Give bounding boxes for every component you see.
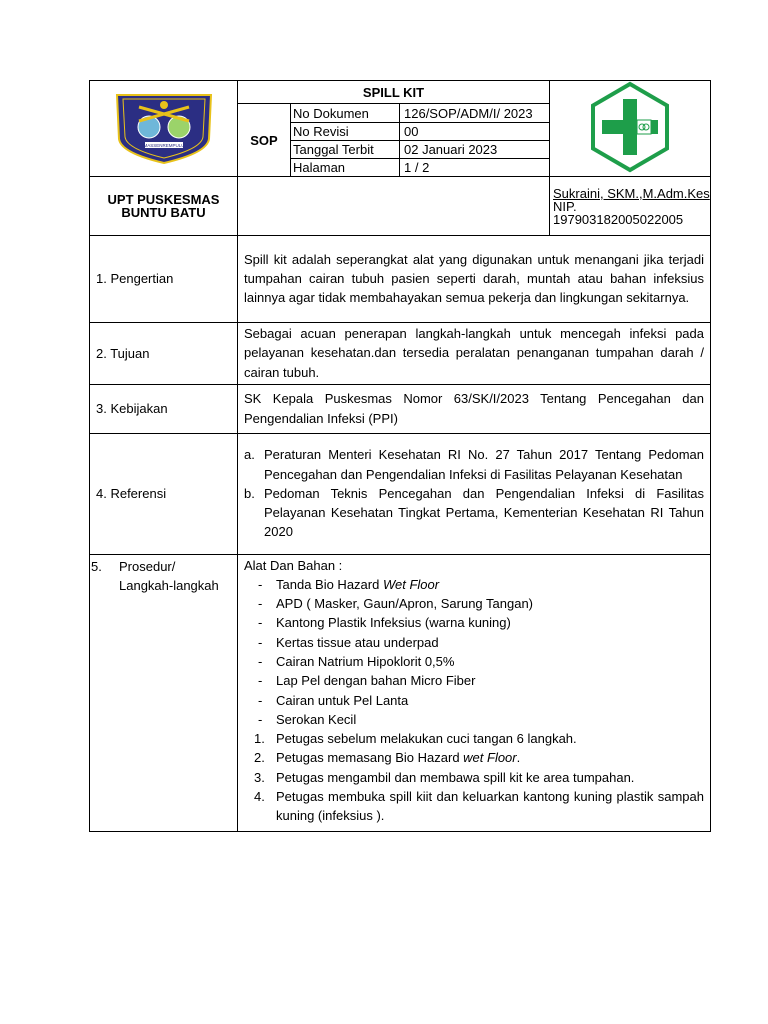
sop-document	[89, 80, 710, 832]
section-label-pengertian: 1. Pengertian	[90, 236, 238, 322]
steps-list	[244, 729, 704, 825]
material-item: - Cairan untuk Pel Lanta	[258, 692, 409, 708]
material-item: - Lap Pel dengan bahan Micro Fiber	[258, 673, 476, 689]
section-text-tujuan: Sebagai acuan penerapan langkah-langkah untuk mencegah infeksi pada pelayanan kesehatan.dan tersedia peralatan penanganan tumpahan darah / cairan tubuh.	[238, 322, 711, 384]
prosedur-label-line-1: Prosedur/	[119, 558, 176, 574]
section-text-pengertian: Spill kit adalah seperangkat alat yang digunakan untuk menangani jika terjadi tumpahan cairan tubuh pasien seperti darah, muntah atau bahan infeksius lainnya agar tidak membahayakan semua pekerja dan lingkungan sekitarnya.	[238, 236, 711, 322]
materials-list	[244, 575, 704, 729]
meta-value-page: 1 / 2	[400, 159, 550, 177]
sop-header-table	[89, 80, 711, 236]
reference-item: b. Pedoman Teknis Pencegahan dan Pengendalian Infeksi di Fasilitas Pelayanan Kesehatan Tingkat Pertama, Kementerian Kesehatan RI Tahun 2020	[244, 485, 704, 540]
step-item: 4. Petugas membuka spill kiit dan keluarkan kantong kuning plastik sampah kuning (infeksius ).	[254, 789, 704, 824]
meta-key-issue-date: Tanggal Terbit	[291, 141, 400, 159]
emblem-motto: MASSENREMPULU	[142, 143, 185, 148]
section-label-referensi: 4. Referensi	[90, 433, 238, 554]
meta-value-doc-number: 126/SOP/ADM/I/ 2023	[400, 104, 550, 123]
material-item: - Cairan Natrium Hipoklorit 0,5%	[258, 653, 455, 669]
material-item: - APD ( Masker, Gaun/Apron, Sarung Tangan)	[258, 596, 534, 612]
section-row-tujuan	[90, 322, 711, 384]
meta-value-issue-date: 02 Januari 2023	[400, 141, 550, 159]
material-item: - Serokan Kecil	[258, 711, 357, 727]
reference-list	[244, 445, 704, 541]
prosedur-number: 5.	[91, 558, 102, 574]
organization-line-2: BUNTU BATU	[121, 205, 206, 220]
left-logo-cell	[90, 81, 238, 177]
section-row-referensi	[90, 433, 711, 554]
section-label-kebijakan: 3. Kebijakan	[90, 384, 238, 433]
organization-line-1: UPT PUSKESMAS	[107, 192, 220, 207]
meta-key-revision: No Revisi	[291, 123, 400, 141]
reference-item: a. Peraturan Menteri Kesehatan RI No. 27 Tahun 2017 Tentang Pedoman Pencegahan dan Pengendalian Infeksi di Fasilitas Pelayanan Kesehatan	[244, 447, 704, 482]
section-row-kebijakan	[90, 384, 711, 433]
signer-nip: NIP. 197903182005022005	[553, 198, 684, 227]
regency-emblem-icon	[109, 87, 219, 167]
section-text-prosedur	[238, 554, 711, 831]
step-item: 3. Petugas mengambil dan membawa spill kit ke area tumpahan.	[254, 769, 635, 785]
section-text-kebijakan: SK Kepala Puskesmas Nomor 63/SK/I/2023 Tentang Pencegahan dan Pengendalian Infeksi (PPI)	[238, 384, 711, 433]
puskesmas-cross-icon	[584, 81, 676, 173]
material-item: - Kantong Plastik Infeksius (warna kuning)	[258, 615, 511, 631]
sop-label: SOP	[238, 104, 291, 177]
meta-value-revision: 00	[400, 123, 550, 141]
section-row-prosedur	[90, 554, 711, 831]
step-item: 1. Petugas sebelum melakukan cuci tangan 6 langkah.	[254, 731, 577, 747]
sop-content-table	[89, 236, 711, 832]
section-label-prosedur	[90, 554, 238, 831]
prosedur-label-line-2: Langkah-langkah	[119, 577, 219, 593]
meta-key-page: Halaman	[291, 159, 400, 177]
signer-block	[550, 177, 711, 236]
section-row-pengertian	[90, 236, 711, 322]
material-item: - Tanda Bio Hazard Wet Floor	[258, 576, 440, 592]
section-text-referensi	[238, 433, 711, 554]
section-label-tujuan: 2. Tujuan	[90, 322, 238, 384]
materials-title: Alat Dan Bahan :	[244, 557, 343, 573]
step-item: 2. Petugas memasang Bio Hazard wet Floor.	[254, 750, 521, 766]
right-logo-cell	[550, 81, 711, 177]
signature-space	[238, 177, 550, 236]
material-item: - Kertas tissue atau underpad	[258, 634, 439, 650]
meta-key-doc-number: No Dokumen	[291, 104, 400, 123]
document-title: SPILL KIT	[238, 81, 550, 104]
organization-name	[90, 177, 238, 236]
signer-name: Sukraini, SKM.,M.Adm.Kes	[553, 185, 710, 201]
